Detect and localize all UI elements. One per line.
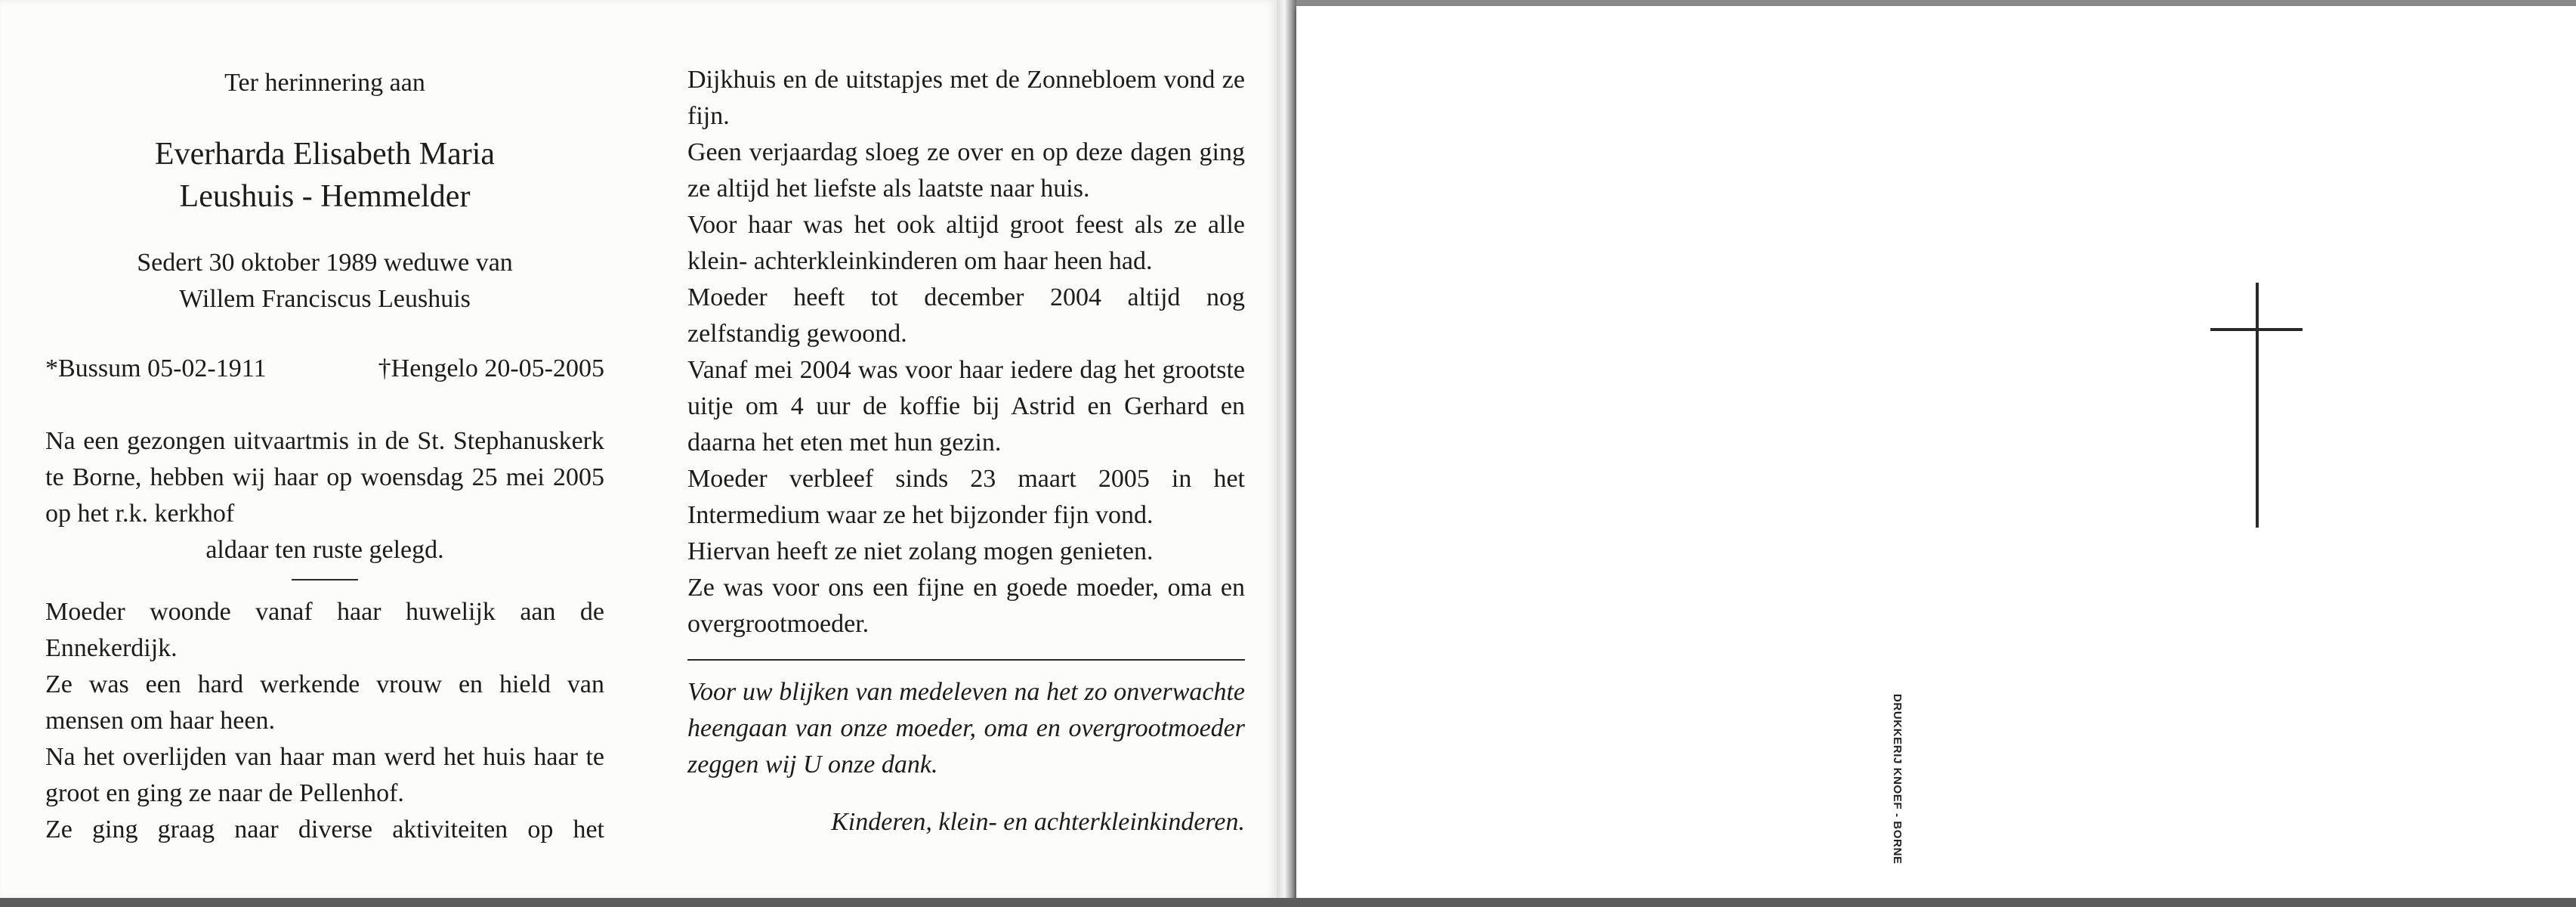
burial-text: Na een gezongen uitvaartmis in de St. Stephanuskerk te Borne, hebben wij haar op woensdag 25 mei 2005 op het r.k. kerkhof xyxy=(45,427,604,528)
widow-line1: Sedert 30 oktober 1989 weduwe van xyxy=(137,249,513,277)
cross-icon-horizontal xyxy=(2210,328,2303,331)
left-column xyxy=(45,65,604,848)
card-fold xyxy=(1277,0,1296,907)
birth-date: *Bussum 05-02-1911 xyxy=(45,354,267,382)
printer-imprint xyxy=(1886,694,1904,878)
bio-paragraph-3: Na het overlijden van haar man werd het huis haar te groot en ging ze naar de Pellenhof. xyxy=(45,743,604,807)
card-back-page xyxy=(1296,6,2576,902)
cross-icon-vertical xyxy=(2256,283,2259,528)
burial-text-last: aldaar ten ruste gelegd. xyxy=(205,536,444,564)
printer-name: DRUKKERIJ KNOEF - BORNE xyxy=(1891,694,1904,865)
life-dates xyxy=(45,351,604,387)
bio-paragraph-9: Vanaf mei 2004 was voor haar iedere dag het grootste uitje om 4 uur de koffie bij Astrid en Gerhard en daarna het eten met hun gezin. xyxy=(687,356,1245,457)
widow-line2: Willem Franciscus Leushuis xyxy=(179,285,471,313)
bio-paragraph-6: Geen verjaardag sloeg ze over en op deze dagen ging ze altijd het liefste als laatste naar huis. xyxy=(687,138,1245,203)
deceased-name-line1: Everharda Elisabeth Maria xyxy=(154,137,496,172)
bio-paragraph-8: Moeder heeft tot december 2004 altijd nog zelfstandig gewoond. xyxy=(687,283,1245,348)
bio-paragraph-12: Ze was voor ons een fijne en goede moeder, oma en overgrootmoeder. xyxy=(687,574,1245,638)
short-divider xyxy=(292,579,358,580)
bio-paragraph-5: Dijkhuis en de uitstapjes met de Zonnebloem vond ze fijn. xyxy=(687,66,1245,130)
long-divider xyxy=(687,659,1245,661)
bio-paragraph-4: Ze ging graag naar diverse aktiviteiten op het xyxy=(45,816,604,844)
right-column xyxy=(687,62,1245,840)
intro-line: Ter herinnering aan xyxy=(224,69,425,97)
bio-paragraph-10: Moeder verbleef sinds 23 maart 2005 in het Intermedium waar ze het bijzonder fijn vond. xyxy=(687,465,1245,529)
bio-paragraph-7: Voor haar was het ook altijd groot feest als ze alle klein- achterkleinkinderen om haar heen had. xyxy=(687,211,1245,275)
scan-bottom-edge xyxy=(0,898,2576,907)
signature-line: Kinderen, klein- en achterkleinkinderen. xyxy=(831,808,1245,836)
death-date: †Hengelo 20-05-2005 xyxy=(378,354,604,382)
thanks-text: Voor uw blijken van medeleven na het zo onverwachte heengaan van onze moeder, oma en overgrootmoeder zeggen wij U onze dank. xyxy=(687,678,1245,779)
bio-paragraph-11: Hiervan heeft ze niet zolang mogen genieten. xyxy=(687,537,1154,565)
bio-paragraph-1: Moeder woonde vanaf haar huwelijk aan de Ennekerdijk. xyxy=(45,598,604,662)
deceased-name-line2: Leushuis - Hemmelder xyxy=(179,179,471,214)
bio-paragraph-2: Ze was een hard werkende vrouw en hield van mensen om haar heen. xyxy=(45,670,604,735)
